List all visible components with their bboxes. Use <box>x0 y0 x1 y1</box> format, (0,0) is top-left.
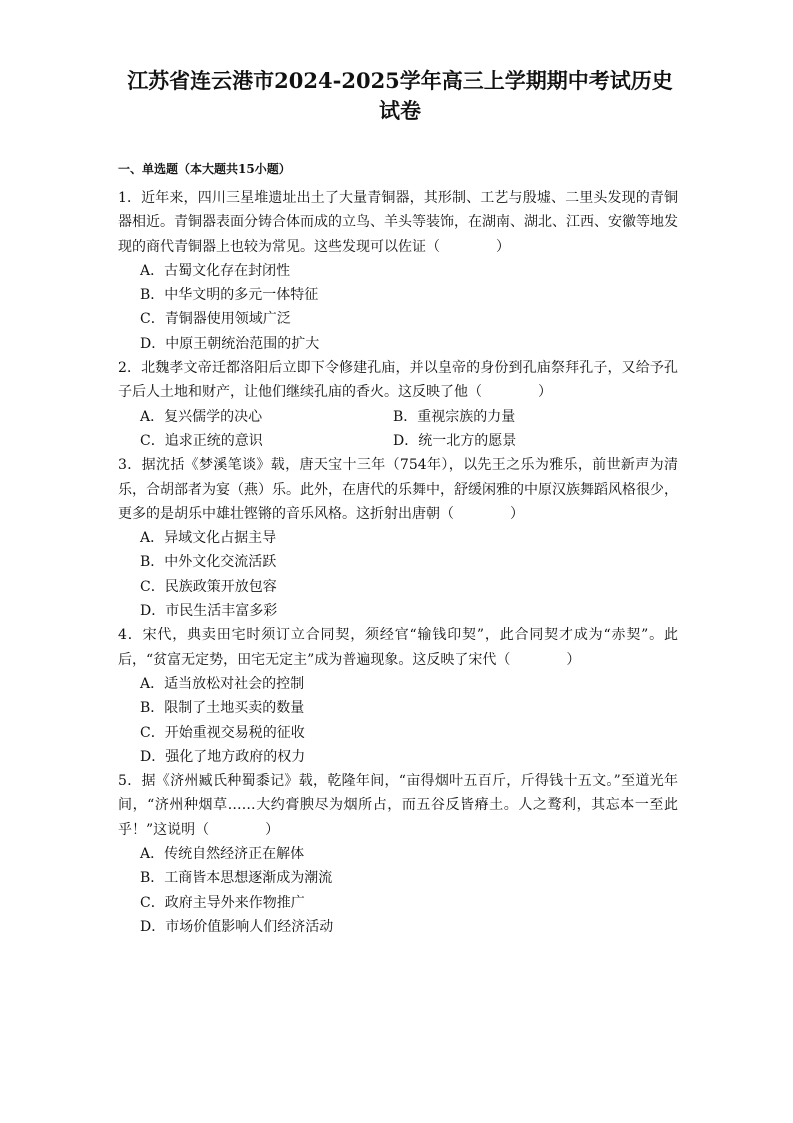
option-d: D．市民生活丰富多彩 <box>140 603 278 620</box>
option-d: D．市场价值影响人们经济活动 <box>140 918 334 935</box>
title-line-1: 江苏省连云港市2024-2025学年高三上学期期中考试历史 <box>127 68 673 93</box>
title-line-2: 试卷 <box>379 98 421 123</box>
option-row <box>140 405 678 429</box>
option-d: D．强化了地方政府的权力 <box>140 748 306 765</box>
question-stem: 2．北魏孝文帝迁都洛阳后立即下令修建孔庙，并以皇帝的身份到孔庙祭拜孔子，又给予孔子后人土地和财产，让他们继续孔庙的香火。这反映了他（ ） <box>118 360 678 401</box>
question-3 <box>118 453 678 623</box>
document-title <box>100 66 700 126</box>
option-c: C．政府主导外来作物推广 <box>140 894 305 911</box>
option-a: A．适当放松对社会的控制 <box>140 675 305 692</box>
option-b: B．中华文明的多元一体特征 <box>140 287 319 304</box>
option-b: B．重视宗族的力量 <box>393 408 516 425</box>
question-stem: 4．宋代，典卖田宅时须订立合同契，须经官“输钱印契”，此合同契才成为“赤契”。此后，“贫富无定势，田宅无定主”成为普遍现象。这反映了宋代（ ） <box>118 627 678 668</box>
question-list <box>118 186 678 939</box>
option-b: B．中外文化交流活跃 <box>140 554 277 571</box>
option-c: C．青铜器使用领域广泛 <box>140 311 291 328</box>
question-1 <box>118 186 678 356</box>
option-row <box>140 429 678 453</box>
question-stem: 1．近年来，四川三星堆遗址出土了大量青铜器，其形制、工艺与殷墟、二里头发现的青铜器相近。青铜器表面分铸合体而成的立鸟、羊头等装饰，在湖南、湖北、江西、安徽等地发现的商代青铜器上也较为常见。这些发现可以佐证（ ） <box>118 190 678 255</box>
option-a: A．古蜀文化存在封闭性 <box>140 262 291 279</box>
option-a: A．传统自然经济正在解体 <box>140 846 305 863</box>
option-c: C．追求正统的意识 <box>140 432 263 449</box>
option-a: A．异域文化占据主导 <box>140 530 277 547</box>
option-b: B．限制了土地买卖的数量 <box>140 700 305 717</box>
option-c: C．开始重视交易税的征收 <box>140 724 305 741</box>
option-a: A．复兴儒学的决心 <box>140 408 263 425</box>
question-2 <box>118 356 678 453</box>
question-5 <box>118 769 678 939</box>
section-heading: 一、单选题（本大题共15小题） <box>118 162 291 176</box>
question-stem: 3．据沈括《梦溪笔谈》载，唐天宝十三年（754年），以先王之乐为雅乐，前世新声为清乐，合胡部者为宴（燕）乐。此外，在唐代的乐舞中，舒缓闲雅的中原汉族舞蹈风格很少，更多的是胡乐中雄壮铿锵的音乐风格。这折射出唐朝（ ） <box>118 457 678 522</box>
option-d: D．中原王朝统治范围的扩大 <box>140 335 320 352</box>
question-4 <box>118 623 678 769</box>
option-d: D．统一北方的愿景 <box>393 432 517 449</box>
option-b: B．工商皆本思想逐渐成为潮流 <box>140 870 333 887</box>
question-stem: 5．据《济州臧氏种蜀黍记》载，乾隆年间，“亩得烟叶五百斤，斤得钱十五文。”至道光年间，“济州种烟草……大约膏腴尽为烟所占，而五谷反皆瘠土。人之鹜利，其忘本一至此乎！”这说明（ ） <box>118 773 678 838</box>
option-c: C．民族政策开放包容 <box>140 578 277 595</box>
